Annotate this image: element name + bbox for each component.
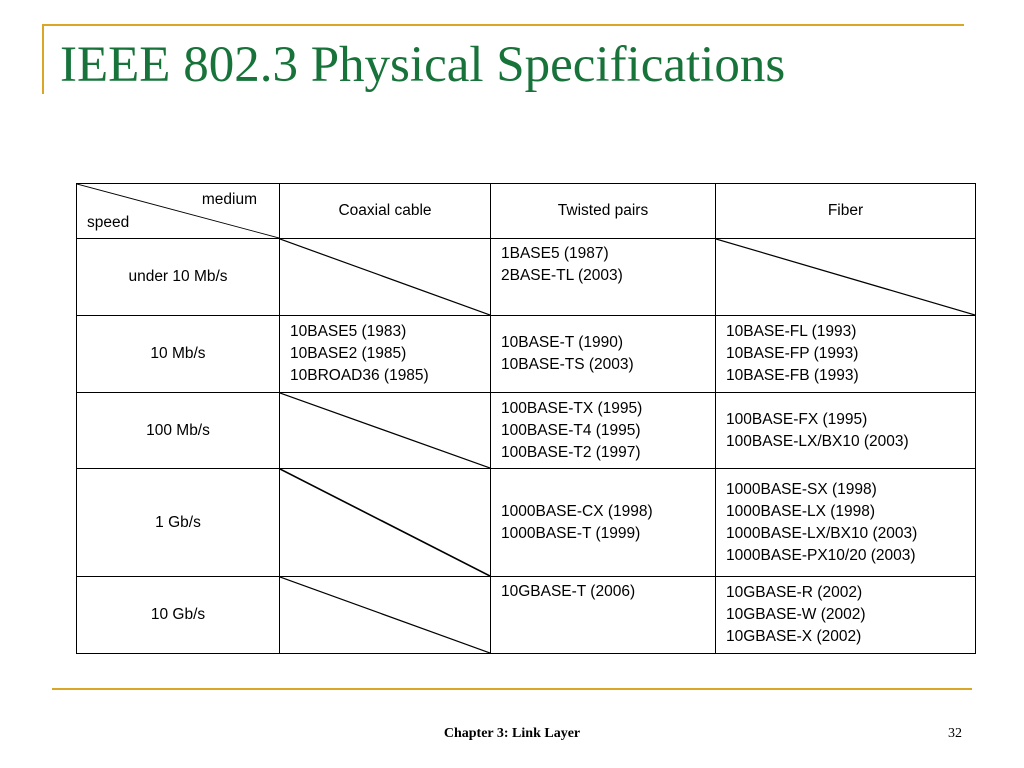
header-row <box>77 184 976 239</box>
standard-entry: 100BASE-T2 (1997) <box>501 443 641 461</box>
header-twisted-pairs: Twisted pairs <box>491 184 716 239</box>
standard-entry: 10GBASE-T (2006) <box>501 583 636 600</box>
fiber-cell <box>716 316 976 393</box>
twisted-cell <box>491 469 716 577</box>
medium-label: medium <box>201 191 257 208</box>
table-row <box>77 393 976 469</box>
empty-cell-diagonal <box>280 239 490 315</box>
header-coaxial: Coaxial cable <box>280 184 491 239</box>
standard-entry: 100BASE-T4 (1995) <box>501 421 641 439</box>
speed-label: speed <box>87 214 130 231</box>
footer-chapter-title: Chapter 3: Link Layer <box>443 726 581 741</box>
coaxial-cell-empty <box>280 469 491 577</box>
speed-cell: 100 Mb/s <box>77 393 280 469</box>
standard-entry: 1000BASE-PX10/20 (2003) <box>726 546 916 564</box>
empty-cell-diagonal <box>280 577 490 653</box>
standard-entry: 1000BASE-T (1999) <box>501 524 641 542</box>
standard-entry: 10BASE-FL (1993) <box>726 323 857 340</box>
standard-entry: 1000BASE-CX (1998) <box>501 502 653 520</box>
standard-entry: 100BASE-TX (1995) <box>501 399 643 417</box>
standard-entry: 100BASE-FX (1995) <box>726 410 868 428</box>
table-row <box>77 469 976 577</box>
header-fiber: Fiber <box>716 184 976 239</box>
empty-cell-diagonal <box>280 393 490 468</box>
speed-cell: 10 Gb/s <box>77 577 280 654</box>
fiber-cell <box>716 577 976 654</box>
corner-header-cell <box>77 184 280 239</box>
coaxial-cell-empty <box>280 393 491 469</box>
standard-entry: 10BASE-T (1990) <box>501 334 624 351</box>
physical-specs-table <box>76 183 976 654</box>
frame-left-rule <box>42 24 44 94</box>
coaxial-cell-empty <box>280 239 491 316</box>
standard-entry: 10BASE5 (1983) <box>290 323 407 340</box>
empty-cell-diagonal <box>716 239 975 315</box>
coaxial-cell <box>280 316 491 393</box>
standard-entry: 10BASE-FP (1993) <box>726 345 859 362</box>
slide-title: IEEE 802.3 Physical Specifications <box>60 37 786 93</box>
speed-cell: 10 Mb/s <box>77 316 280 393</box>
standard-entry: 1BASE5 (1987) <box>501 245 609 262</box>
frame-top-rule <box>42 24 964 26</box>
twisted-cell <box>491 239 716 316</box>
twisted-cell <box>491 393 716 469</box>
standard-entry: 10GBASE-W (2002) <box>726 606 866 623</box>
standard-entry: 10GBASE-R (2002) <box>726 584 863 601</box>
standard-entry: 10GBASE-X (2002) <box>726 628 862 645</box>
standard-entry: 10BROAD36 (1985) <box>290 367 429 384</box>
standard-entry: 1000BASE-SX (1998) <box>726 480 877 498</box>
twisted-cell <box>491 577 716 654</box>
standard-entry: 10BASE2 (1985) <box>290 345 407 362</box>
coaxial-cell-empty <box>280 577 491 654</box>
standard-entry: 10BASE-TS (2003) <box>501 356 634 373</box>
speed-cell: under 10 Mb/s <box>77 239 280 316</box>
standard-entry: 2BASE-TL (2003) <box>501 267 623 284</box>
standard-entry: 10BASE-FB (1993) <box>726 367 859 384</box>
standard-entry: 1000BASE-LX/BX10 (2003) <box>726 524 918 542</box>
fiber-cell-empty <box>716 239 976 316</box>
table-row <box>77 577 976 654</box>
standard-entry: 100BASE-LX/BX10 (2003) <box>726 432 909 450</box>
standard-entry: 1000BASE-LX (1998) <box>726 502 876 520</box>
fiber-cell <box>716 469 976 577</box>
table-row <box>77 316 976 393</box>
twisted-cell <box>491 316 716 393</box>
page-number: 32 <box>948 726 962 741</box>
empty-cell-diagonal <box>280 469 490 576</box>
footer-rule <box>52 688 972 690</box>
fiber-cell <box>716 393 976 469</box>
speed-cell: 1 Gb/s <box>77 469 280 577</box>
table-row <box>77 239 976 316</box>
